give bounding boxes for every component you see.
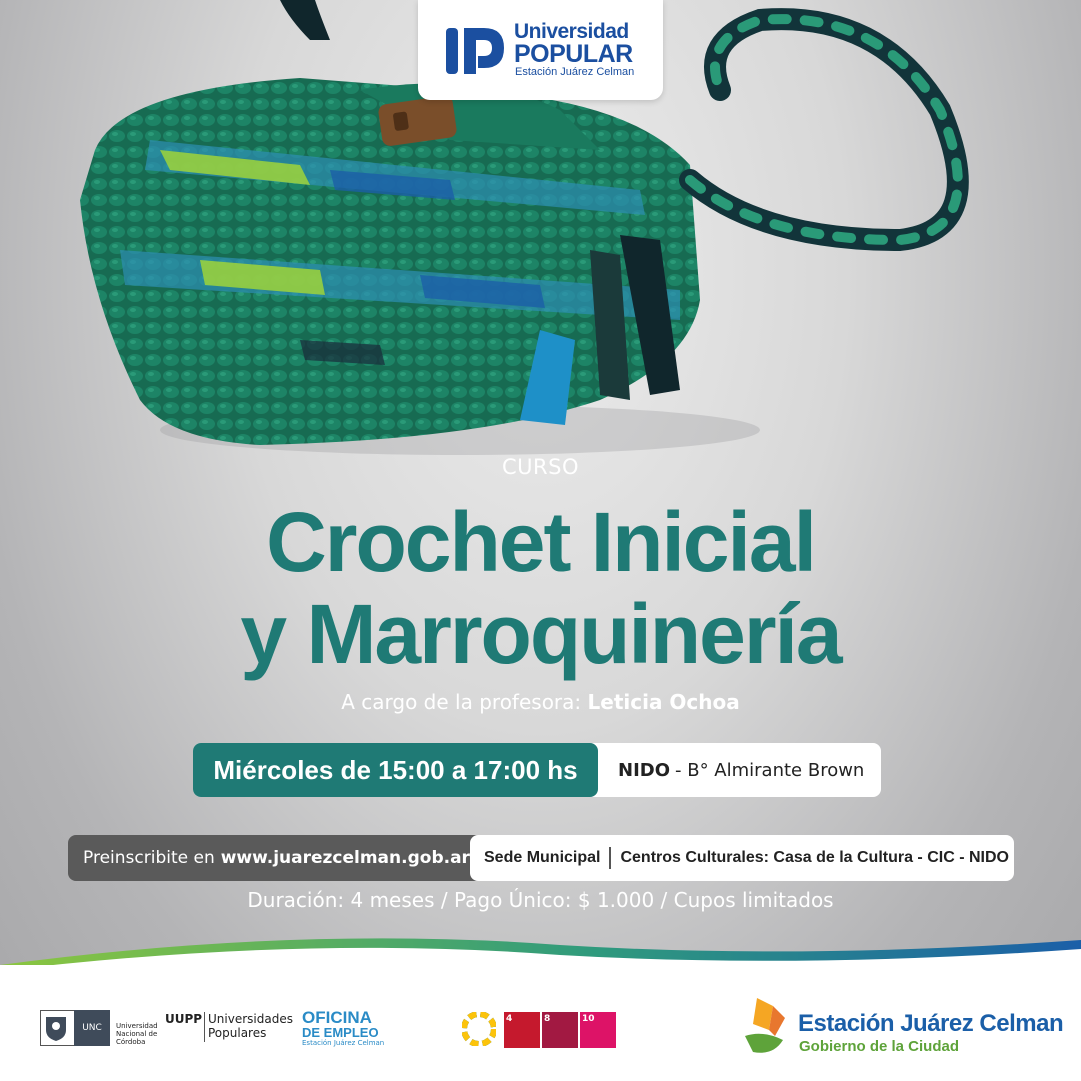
course-title-line-2: y Marroquinería: [240, 587, 841, 681]
sdg-8-number: 8: [544, 1014, 551, 1024]
unc-shield-icon: [42, 1014, 70, 1042]
sdg-10-inequality-icon: [580, 1012, 616, 1048]
preinscription-url[interactable]: www.juarezcelman.gob.ar: [220, 848, 470, 868]
unc-name: Universidad Nacional de Córdoba: [116, 1022, 158, 1046]
uupp-line-2: Populares: [208, 1026, 267, 1040]
muni-name: Estación Juárez Celman: [798, 1010, 1064, 1037]
unc-short-label: UNC: [74, 1010, 110, 1046]
teacher-name: Leticia Ochoa: [587, 690, 740, 714]
sdg-wheel-icon: [462, 1012, 496, 1046]
up-logo-mark-icon: [444, 22, 506, 80]
sdg-4-number: 4: [506, 1014, 513, 1024]
schedule-place-name: NIDO: [618, 759, 671, 781]
uupp-divider: [204, 1012, 205, 1042]
preinscription-label: Preinscribite en: [83, 848, 215, 868]
oficina-empleo-line-3: Estación Juárez Celman: [302, 1039, 385, 1047]
logo-line-3: Estación Juárez Celman: [515, 66, 635, 78]
oficina-empleo-line-2: DE EMPLEO: [302, 1025, 379, 1040]
preinscription-link-box[interactable]: [68, 835, 480, 881]
uupp-text: [208, 1012, 293, 1040]
muni-subtitle: Gobierno de la Ciudad: [799, 1038, 960, 1055]
course-title-line-1: Crochet Inicial: [266, 495, 815, 589]
centros-culturales: Centros Culturales: Casa de la Cultura - CIC - NIDO: [620, 849, 1009, 866]
course-info-line: Duración: 4 meses / Pago Único: $ 1.000 / Cupos limitados: [247, 888, 834, 912]
teacher-line: [0, 690, 1081, 714]
sdg-4-education-icon: [504, 1012, 540, 1048]
schedule-pill: [193, 743, 881, 797]
uupp-line-1: Universidades: [208, 1012, 293, 1026]
divider: [609, 847, 611, 869]
schedule-day-time: Miércoles de 15:00 a 17:00 hs: [193, 743, 598, 797]
uupp-logo: [165, 1012, 202, 1026]
oficina-empleo-line-1: OFICINA: [302, 1008, 372, 1027]
sdg-8-work-icon: [542, 1012, 578, 1048]
sdg-10-number: 10: [582, 1014, 595, 1024]
logo-line-2: POPULAR: [514, 40, 633, 68]
course-kicker: CURSO: [502, 455, 579, 479]
sede-municipal: Sede Municipal: [484, 849, 601, 866]
universidad-popular-logo: [418, 0, 663, 100]
schedule-place: [618, 743, 864, 797]
preinscription-locations: [470, 835, 1014, 881]
uupp-bold: UUPP: [165, 1012, 203, 1026]
logo-line-1: Universidad: [514, 20, 629, 43]
schedule-place-detail: - B° Almirante Brown: [675, 759, 865, 781]
teacher-prefix: A cargo de la profesora:: [341, 690, 582, 714]
preinscription-bar: [68, 835, 1014, 881]
estacion-juarez-celman-logo-icon: [743, 996, 793, 1056]
